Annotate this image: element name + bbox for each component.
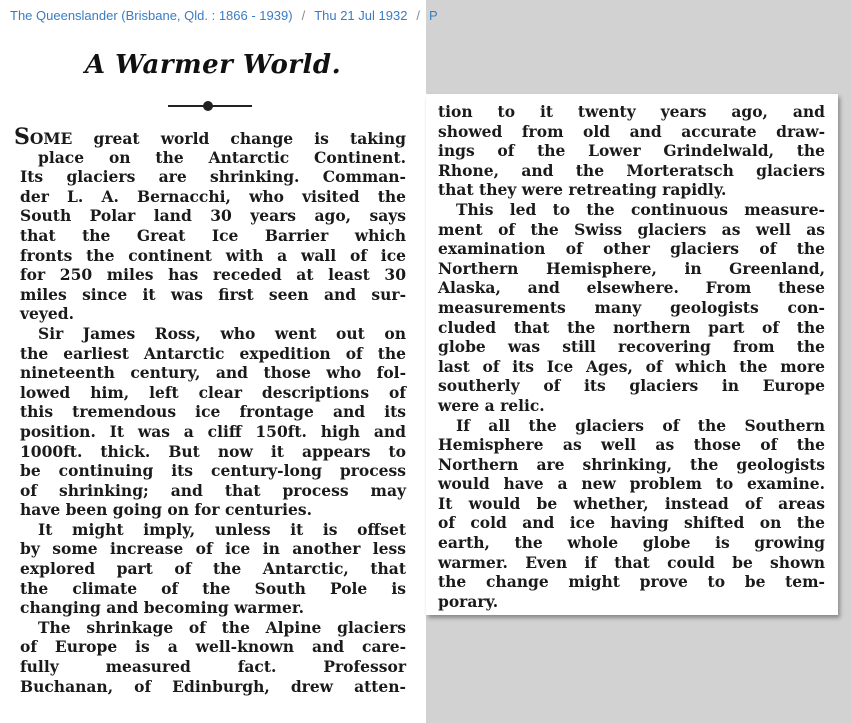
breadcrumb-publication-link[interactable]: The Queenslander (Brisbane, Qld. : 1866 - 1939) [10,8,293,23]
first-line [14,124,406,150]
text-line: Its glaciers are shrinking. Comman- [20,167,406,187]
text-line: tion to it twenty years ago, and [438,102,825,121]
text-line: the climate of the South Pole is [20,578,406,598]
text-line: cluded that the northern part of the [438,317,825,337]
text-line: of cold and ice having shifted on the [438,513,825,533]
text-line: ment of the Swiss glaciers as well as [438,219,825,239]
article-clipping-column-2 [426,94,838,615]
column-2-text [438,102,825,611]
text-line: place on the Antarctic Continent. [38,147,406,167]
text-line: 1000ft. thick. But now it appears to [20,441,406,461]
text-line: miles since it was first seen and sur- [20,284,406,304]
breadcrumb-date-link[interactable]: Thu 21 Jul 1932 [314,8,408,23]
column-1-text [14,124,406,696]
text-line: warmer. Even if that could be shown [438,552,825,572]
first-line-rest: OME great world change is taking [29,129,406,148]
breadcrumb-separator: / [301,8,306,23]
text-line: this tremendous ice frontage and its [20,402,406,422]
text-line: nineteenth century, and those who fol- [20,363,406,383]
text-line: fronts the continent with a wall of ice [20,245,406,265]
text-line: It would be whether, instead of areas [438,493,825,513]
text-line: changing and becoming warmer. [20,598,305,618]
breadcrumb-page-link[interactable]: P [429,8,438,23]
text-line: position. It was a cliff 150ft. high and [20,421,406,441]
text-line: the change might prove to be tem- [438,572,825,592]
divider-ornament [203,101,213,111]
text-line: Sir James Ross, who went out on [38,323,406,343]
text-line: for 250 miles has receded at least 30 [20,265,406,285]
text-line: have been going on for centuries. [20,500,312,520]
text-line: last of its Ice Ages, of which the more [438,356,825,376]
text-line: The shrinkage of the Alpine glaciers [38,617,406,637]
text-line: globe was still recovering from the [438,337,825,357]
text-line: showed from old and accurate draw- [438,121,825,141]
breadcrumb [0,0,438,32]
text-line: Hemisphere as well as those of the [438,435,825,455]
text-line: of shrinking; and that process may [20,480,406,500]
text-line: Rhone, and the Morteratsch glaciers [438,160,825,180]
text-line: measurements many geologists con- [438,297,825,317]
text-line: Buchanan, of Edinburgh, drew atten- [20,676,406,696]
text-line: would have a new problem to examine. [438,474,825,494]
text-line: Northern are shrinking, the geologists [438,454,825,474]
text-line: that they were retreating rapidly. [438,180,727,200]
text-line: by some increase of ice in another less [20,539,406,559]
article-title: A Warmer World. [84,50,342,80]
text-line: explored part of the Antarctic, that [20,559,406,579]
text-line: that the Great Ice Barrier which [20,225,406,245]
text-line: ings of the Lower Grindelwald, the [438,141,825,161]
text-line: lowed him, left clear descriptions of [20,382,406,402]
text-line: It might imply, unless it is offset [38,519,406,539]
text-line: fully measured fact. Professor [20,657,406,677]
text-line: Alaska, and elsewhere. From these [438,278,825,298]
article-clipping-column-1 [0,32,426,723]
text-line: South Polar land 30 years ago, says [20,206,406,226]
text-line: Northern Hemisphere, in Greenland, [438,258,825,278]
text-line: the earliest Antarctic expedition of the [20,343,406,363]
text-line: examination of other glaciers of the [438,239,825,259]
text-line: If all the glaciers of the Southern [456,415,825,435]
text-line: This led to the continuous measure- [456,199,825,219]
drop-cap: S [14,124,30,150]
text-line: der L. A. Bernacchi, who visited the [20,186,406,206]
text-line: southerly of its glaciers in Europe [438,376,825,396]
text-line: of Europe is a well-known and care- [20,637,406,657]
text-line: were a relic. [438,395,545,415]
breadcrumb-separator: / [416,8,421,23]
text-line: earth, the whole globe is growing [438,533,825,553]
text-line: be continuing its century-long process [20,461,406,481]
text-line: veyed. [20,304,74,324]
text-line: porary. [438,591,499,611]
